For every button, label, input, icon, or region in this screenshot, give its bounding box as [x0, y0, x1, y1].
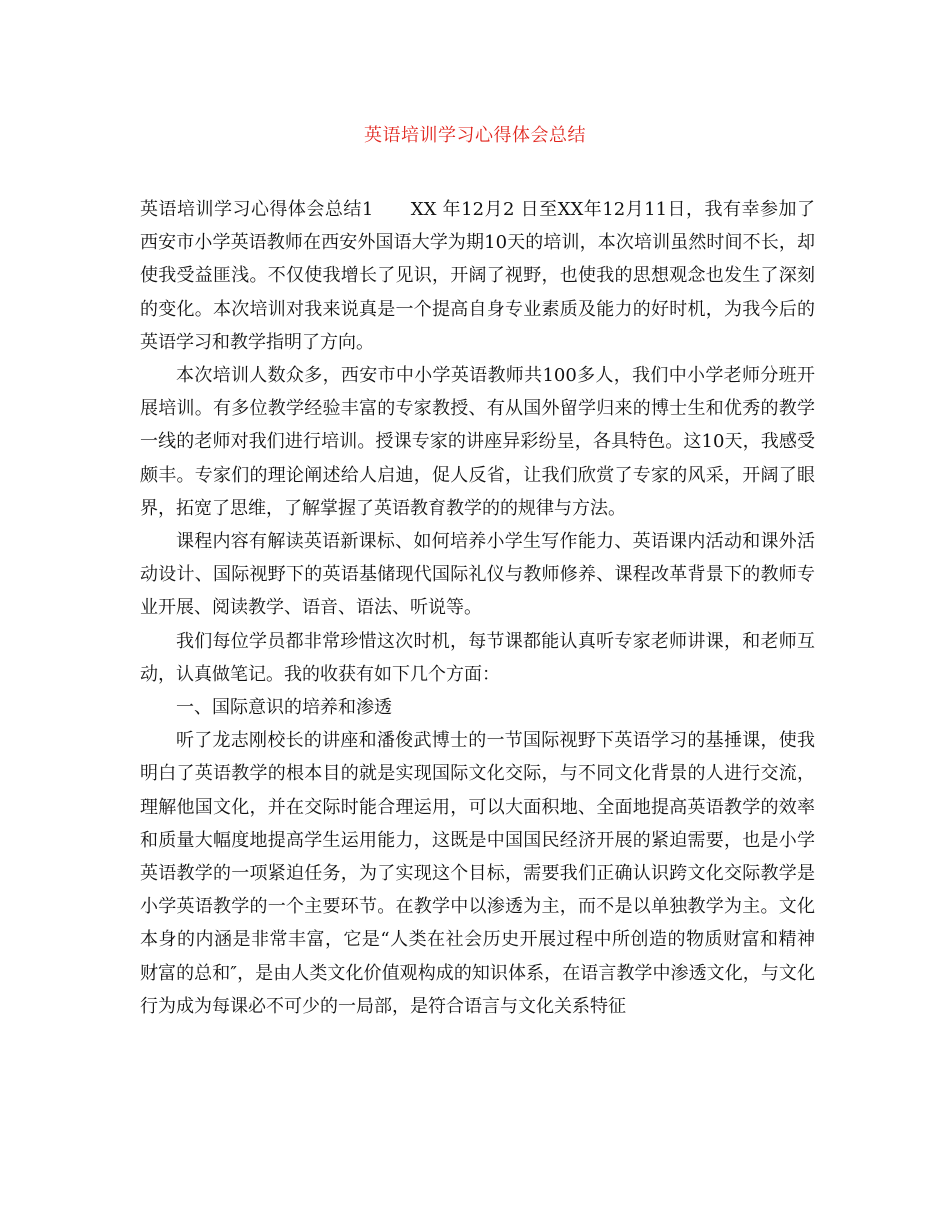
document-body [140, 193, 815, 1023]
section-heading-international-awareness: 一、国际意识的培养和渗透 [176, 697, 392, 719]
paragraph-intro: 英语培训学习心得体会总结1 XX 年12月2 日至XX年12月11日，我有幸参加了西安市小学英语教师在西安外国语大学为期10天的培训，本次培训虽然时间不长，却使我受益匪浅。不仅使我增长了见识，开阔了视野，也使我的思想观念也发生了深刻的变化。本次培训对我来说真是一个提高自身专业素质及能力的好时机，为我今后的英语学习和教学指明了方向。 [140, 199, 815, 353]
paragraph-international-awareness: 听了龙志刚校长的讲座和潘俊武博士的一节国际视野下英语学习的基捶课，使我明白了英语教学的根本目的就是实现国际文化交际，与不同文化背景的人进行交流，理解他国文化，并在交际时能合理运用，可以大面积地、全面地提高英语教学的效率和质量大幅度地提高学生运用能力，这既是中国国民经济开展的紧迫需要，也是小学英语教学的一项紧迫任务，为了实现这个目标，需要我们正确认识跨文化交际教学是小学英语教学的一个主要环节。在教学中以渗透为主，而不是以单独教学为主。文化本身的内涵是非常丰富，它是“人类在社会历史开展过程中所创造的物质财富和精神财富的总和″，是由人类文化价值观构成的知识体系，在语言教学中渗透文化，与文化行为成为每课必不可少的一局部，是符合语言与文化关系特征 [140, 730, 815, 1017]
document-title: 英语培训学习心得体会总结 [364, 125, 586, 146]
paragraph-course-content: 课程内容有解读英语新课标、如何培养小学生写作能力、英语课内活动和课外活动设计、国际视野下的英语基储现代国际礼仪与教师修养、课程改革背景下的教师专业开展、阅读教学、语音、语法、听说等。 [140, 531, 815, 619]
paragraph-training-scale: 本次培训人数众多，西安市中小学英语教师共100多人，我们中小学老师分班开展培训。有多位教学经验丰富的专家教授、有从国外留学归来的博士生和优秀的教学一线的老师对我们进行培训。授课专家的讲座异彩纷呈，各具特色。这10天，我感受颇丰。专家们的理论阐述给人启迪，促人反省，让我们欣赏了专家的风采，开阔了眼界，拓宽了思维，了解掌握了英语教育教学的的规律与方法。 [140, 365, 815, 519]
paragraph-gains: 我们每位学员都非常珍惜这次时机，每节课都能认真听专家老师讲课，和老师互动，认真做笔记。我的收获有如下几个方面： [140, 630, 815, 685]
